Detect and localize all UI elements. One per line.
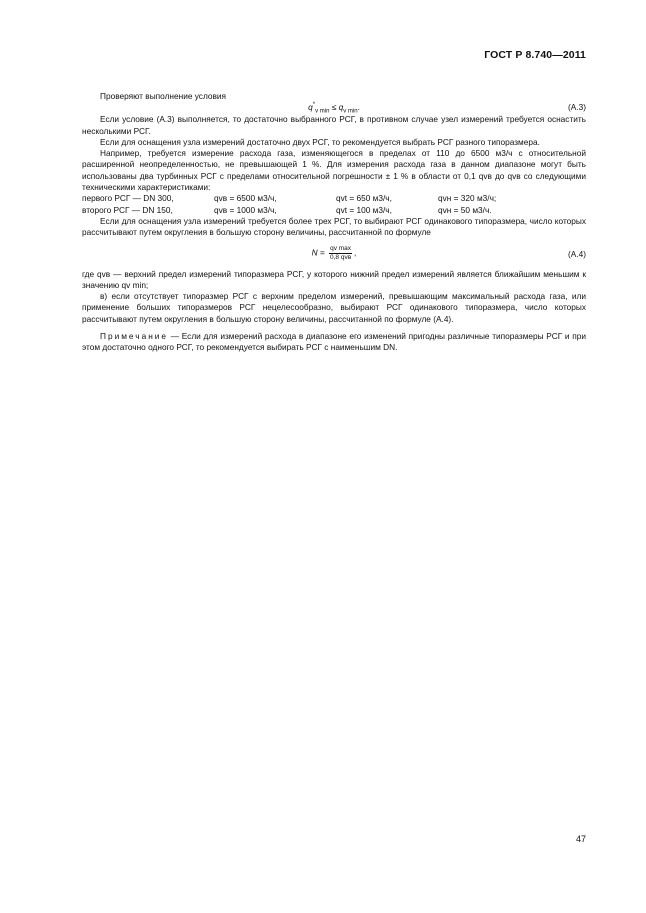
equation-a4-formula: [82, 245, 586, 262]
equation-a4-denominator: 0,8 qvв: [329, 253, 352, 261]
equation-a4: [82, 243, 586, 265]
paragraph-example: Например, требуется измерение расхода газа, изменяющегося в пределах от 110 до 6500 м3/ч с относительной расширенной неопределенностью, не превышающей 1 %. Для измерения расхода газа в данном диапазоне могут быть использованы два турбинных РСГ с пределами относительной погрешности ± 1 % в области от 0,1 qvв до qvв со следующими техническими характеристиками:: [82, 148, 586, 193]
paragraph-item-v: в) если отсутствует типоразмер РСГ с верхним пределом измерений, превышающим максимальный расхода газа, или применение больших типоразмеров РСГ нецелесообразно, выбирают РСГ одинакового типоразмера, число которых рассчитывают путем округления в большую сторону величины, рассчитанной по формуле (А.4).: [82, 291, 586, 324]
spec-row-second-name: второго РСГ — DN 150,: [82, 204, 173, 215]
document-body: [82, 91, 586, 354]
spec-row-first: [82, 193, 586, 204]
page-number: 47: [575, 834, 586, 844]
paragraph-check-condition: Проверяют выполнение условия: [100, 91, 227, 101]
paragraph-more-than-three: Если для оснащения узла измерений требуется более трех РСГ, то выбирают РСГ одинакового типоразмера, число которых рассчитывают путем округления в большую сторону величины, рассчитанной по формуле: [82, 215, 586, 238]
spec-row-first-qvt: qvt = 650 м3/ч,: [336, 193, 392, 204]
equation-a4-fraction: [329, 245, 352, 262]
note-label: Примечание: [100, 331, 169, 342]
spec-row-second-qvt: qvt = 100 м3/ч,: [336, 204, 392, 215]
paragraph-where: где qvв — верхний предел измерений типоразмера РСГ, у которого нижний предел измерений является ближайшим меньшим к значению qv min;: [82, 268, 586, 290]
equation-a3-formula: $q^*_{v min} \le q_{v min}$.: [308, 102, 360, 115]
spec-row-second-qvn: qvн = 50 м3/ч.: [438, 204, 492, 215]
equation-a3: [82, 102, 586, 114]
spec-row-first-qvv: qvв = 6500 м3/ч,: [214, 193, 277, 204]
spec-row-first-qvn: qvн = 320 м3/ч;: [438, 193, 497, 204]
spec-row-second-qvv: qvв = 1000 м3/ч,: [214, 204, 277, 215]
equation-a4-numerator: qv max: [330, 244, 352, 252]
note-text: — Если для измерений расхода в диапазоне его изменений пригодны различные типоразмеры РСГ и при этом достаточно одного РСГ, то рекомендуется выбирать РСГ с наименьшим DN.: [82, 331, 586, 353]
note-paragraph: [82, 331, 586, 354]
spec-table: [82, 193, 586, 216]
spec-row-second: [82, 205, 586, 216]
paragraph-two-meters: Если для оснащения узла измерений достаточно двух РСГ, то рекомендуется выбрать РСГ разного типоразмера.: [100, 136, 540, 147]
paragraph-condition-result: Если условие (А.3) выполняется, то достаточно выбранного РСГ, в противном случае узел измерений требуется оснастить несколькими РСГ.: [82, 114, 586, 136]
equation-a4-number: (А.4): [568, 248, 586, 259]
spec-row-first-name: первого РСГ — DN 300,: [82, 193, 174, 204]
equation-a4-lhs: N =: [311, 247, 325, 258]
equation-a4-tail: ,: [354, 247, 357, 258]
document-header: ГОСТ Р 8.740—2011: [484, 49, 586, 61]
equation-a3-number: (А.3): [568, 102, 586, 113]
